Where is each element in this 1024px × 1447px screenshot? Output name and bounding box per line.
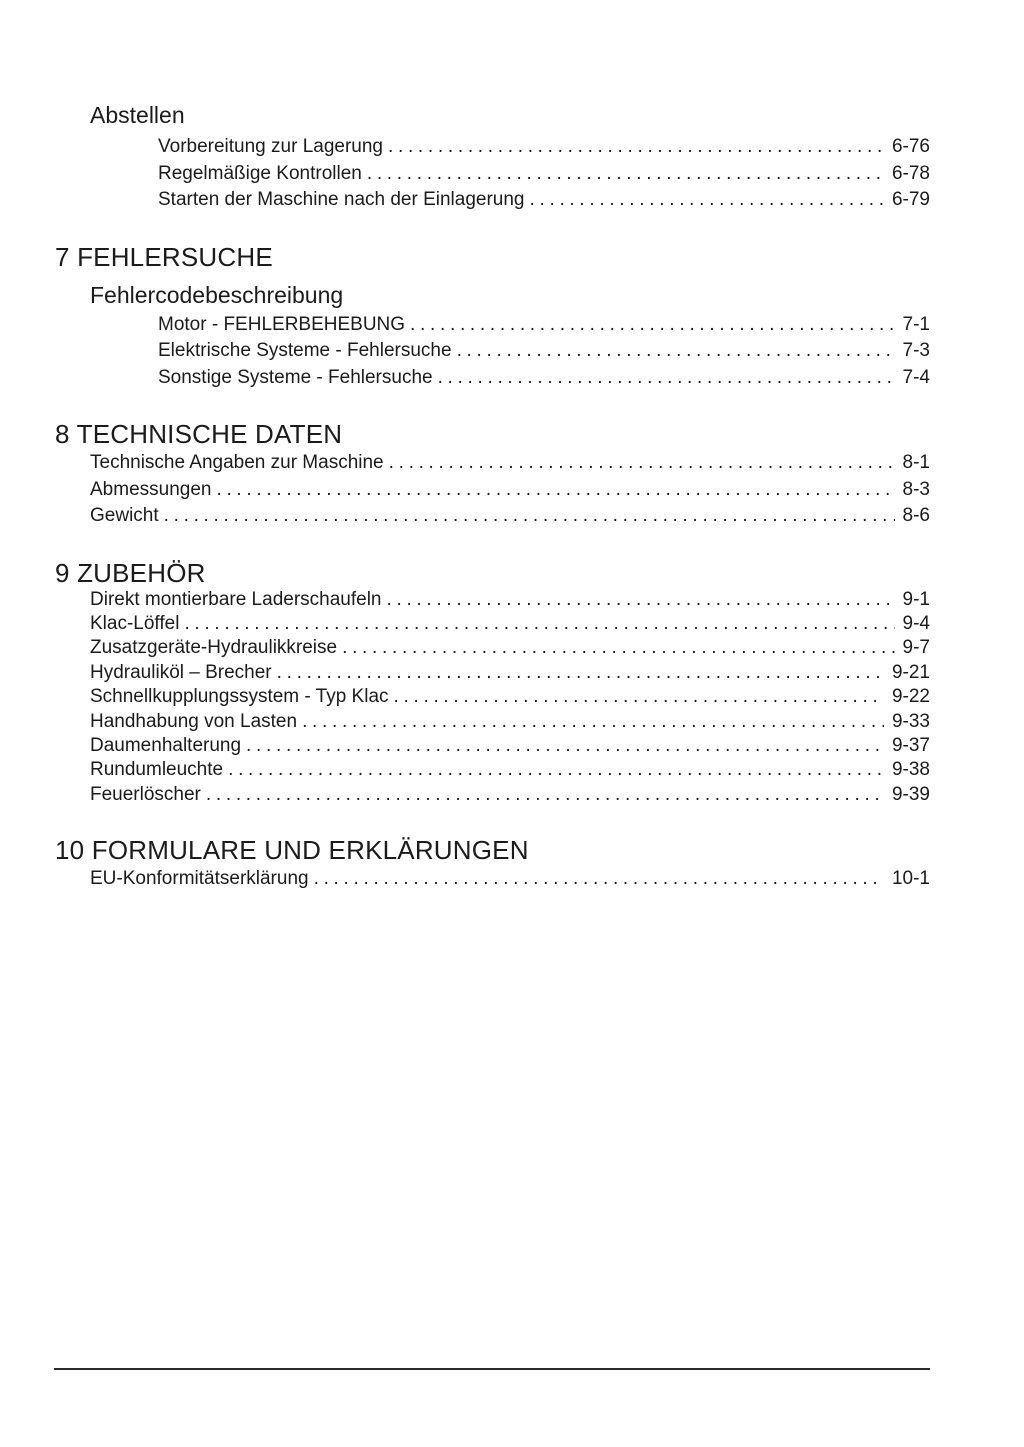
toc-entry-label: Technische Angaben zur Maschine: [90, 452, 384, 473]
toc-entry-page: 9-38: [891, 759, 930, 781]
toc-entry-page: 7-3: [902, 340, 930, 361]
toc-entry-label: Hydrauliköl – Brecher: [90, 661, 272, 683]
toc-entry-page: 8-6: [902, 505, 930, 526]
entry-list: [55, 450, 930, 530]
toc-entry[interactable]: [158, 134, 930, 161]
toc-entry[interactable]: [90, 866, 930, 893]
toc-section-fehlersuche: [55, 242, 930, 392]
toc-entry-page: 7-1: [902, 313, 930, 335]
toc-entry-label: Abmessungen: [90, 478, 212, 500]
dot-leader: [388, 134, 884, 161]
toc-entry-label: Handhabung von Lasten: [90, 710, 298, 732]
toc-entry[interactable]: [90, 685, 930, 709]
toc-entry-label: Elektrische Systeme - Fehlersuche: [158, 340, 452, 361]
chapter-heading: 8 TECHNISCHE DATEN: [55, 419, 343, 449]
toc-entry-label: Daumenhalterung: [90, 734, 242, 756]
toc-section-formulare: [55, 835, 930, 893]
toc-entry[interactable]: [90, 477, 930, 504]
dot-leader: [246, 734, 884, 758]
chapter-heading: 7 FEHLERSUCHE: [55, 241, 273, 272]
toc-entry[interactable]: [158, 161, 930, 188]
toc-entry[interactable]: [90, 758, 930, 782]
entry-list: [55, 866, 930, 893]
dot-leader: [394, 685, 884, 709]
toc-entry[interactable]: [90, 661, 930, 685]
dot-leader: [216, 477, 894, 504]
toc-section-zubehoer: [55, 558, 930, 808]
toc-entry[interactable]: [158, 187, 930, 214]
toc-entry-page: 9-22: [891, 686, 930, 708]
toc-entry-label: Zusatzgeräte-Hydraulikkreise: [90, 637, 338, 659]
dot-leader: [314, 866, 884, 893]
toc-entry-label: Vorbereitung zur Lagerung: [158, 136, 383, 157]
dot-leader: [367, 161, 884, 188]
toc-entry-label: Rundumleuchte: [90, 759, 224, 781]
dot-leader: [277, 661, 884, 685]
toc-content: [55, 0, 930, 893]
toc-entry[interactable]: [90, 588, 930, 612]
toc-entry-label: Klac-Löffel: [90, 612, 180, 634]
toc-entry-page: 9-37: [891, 734, 930, 756]
toc-entry[interactable]: [90, 734, 930, 758]
toc-entry[interactable]: [90, 783, 930, 807]
toc-entry-page: 8-3: [902, 478, 930, 500]
toc-entry[interactable]: [158, 338, 930, 365]
toc-entry-page: 9-1: [902, 588, 930, 610]
section-subheading: Abstellen: [90, 102, 185, 128]
dot-leader: [387, 588, 895, 612]
toc-entry-label: Sonstige Systeme - Fehlersuche: [158, 366, 433, 388]
dot-leader: [164, 503, 895, 530]
toc-entry-label: EU-Konformitätserklärung: [90, 868, 309, 890]
toc-entry-label: Starten der Maschine nach der Einlagerung: [158, 189, 525, 210]
toc-entry-page: 6-76: [891, 136, 930, 157]
dot-leader: [302, 710, 884, 734]
chapter-heading: 9 ZUBEHÖR: [55, 557, 206, 588]
toc-entry[interactable]: [90, 503, 930, 530]
dot-leader: [530, 187, 884, 214]
toc-entry[interactable]: [158, 365, 930, 392]
chapter-heading: 10 FORMULARE UND ERKLÄRUNGEN: [55, 835, 529, 866]
dot-leader: [438, 365, 895, 392]
toc-section-technische-daten: [55, 419, 930, 530]
toc-section-abstellen: [55, 0, 930, 214]
footer-rule: [54, 1368, 930, 1370]
toc-entry-page: 9-7: [902, 637, 930, 659]
toc-entry-label: Regelmäßige Kontrollen: [158, 162, 362, 184]
toc-entry-label: Schnellkupplungssystem - Typ Klac: [90, 686, 389, 708]
toc-entry-page: 9-21: [891, 661, 930, 683]
toc-entry-page: 9-4: [902, 612, 930, 634]
entry-list: [55, 312, 930, 392]
toc-entry-page: 6-79: [891, 189, 930, 210]
toc-entry-page: 9-39: [891, 783, 930, 805]
toc-entry[interactable]: [90, 710, 930, 734]
toc-entry[interactable]: [90, 636, 930, 660]
dot-leader: [389, 450, 895, 477]
toc-entry-page: 9-33: [891, 710, 930, 732]
toc-entry-label: Direkt montierbare Laderschaufeln: [90, 588, 382, 610]
toc-entry-page: 8-1: [902, 452, 930, 473]
toc-entry-label: Motor - FEHLERBEHEBUNG: [158, 313, 406, 335]
dot-leader: [206, 783, 884, 807]
toc-entry-page: 10-1: [891, 868, 930, 890]
entry-list: [55, 134, 930, 214]
toc-entry-page: 7-4: [902, 366, 930, 388]
toc-entry[interactable]: [158, 312, 930, 339]
section-subheading: Fehlercodebeschreibung: [90, 281, 344, 308]
toc-entry[interactable]: [90, 450, 930, 477]
dot-leader: [228, 758, 884, 782]
toc-entry-label: Feuerlöscher: [90, 783, 201, 805]
dot-leader: [410, 312, 894, 339]
toc-entry[interactable]: [90, 612, 930, 636]
toc-entry-label: Gewicht: [90, 505, 159, 526]
dot-leader: [342, 636, 894, 660]
entry-list: [55, 588, 930, 808]
toc-entry-page: 6-78: [891, 162, 930, 184]
dot-leader: [184, 612, 894, 636]
dot-leader: [457, 338, 895, 365]
